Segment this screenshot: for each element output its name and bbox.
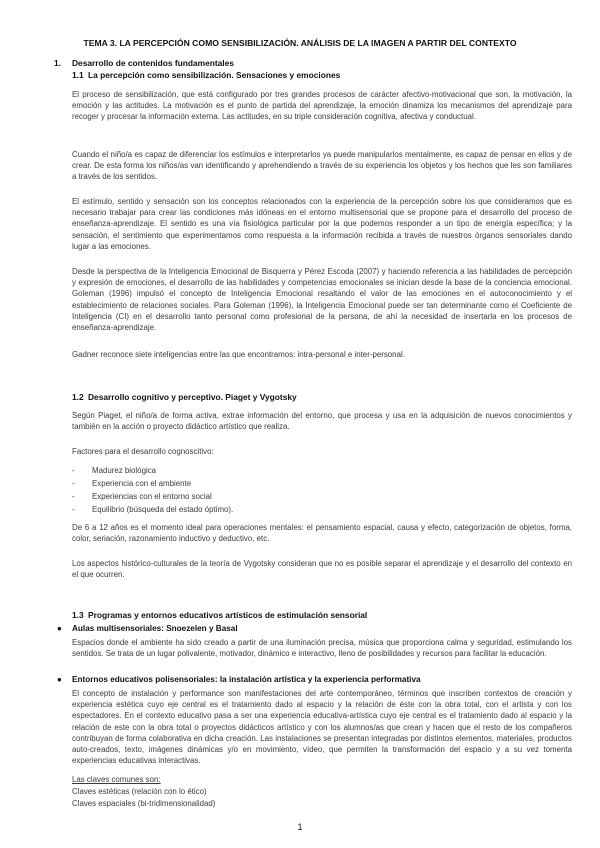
section-title: Desarrollo de contenidos fundamentales	[72, 58, 234, 68]
paragraph: El estímulo, sentido y sensación son los conceptos relacionados con la experiencia de la percepción sobre los que consideramos que es necesario trabajar para crear las condiciones más idóneas en el entorno multisensorial que se propone para el desarrollo del proceso de enseñanza-aprendizaje. El sentido es una vía fisiológica particular por la que podemos responder a un tipo de energía específica; y la sensación, el sentimiento que experimentamos como respuesta a la información recibida a través de nuestros órganos sensoriales dando lugar a las emociones.	[72, 197, 572, 251]
paragraph: Factores para el desarrollo cognoscitivo:	[72, 447, 214, 456]
paragraph: Cuando el niño/a es capaz de diferenciar los estímulos e interpretarlos ya puede manipularlos mentalmente, es capaz de pensar en ellos y de crear. De esta forma los niños/as van identificando y aprehendiendo a través de su experiencia los objetos y los hechos que les son familiares a través de los sentidos.	[72, 150, 572, 182]
paragraph: El concepto de instalación y performance son manifestaciones del arte contemporáneo, términos que inscriben contextos de creación y experiencia estética cuyo eje central es el tratamiento dado al espacio y la relación de éste con la obra total, con el artista y con los espectadores. En el contexto educativo pasa a ser una experiencia educativa-artística cuyo eje central es el tratamiento dado al espacio y la relación de este con la obra total o proyectos didácticos artístico y con los alumnos/as que crean y hacen que el resto de los compañeros contribuyan de forma colaborativa en dicha creación. Las instalaciones se presentan integradas por distintos elementos, materiales, productos auto-creados, texto, imágenes dinámicas y/o en movimiento, vídeo, que permiten la transformación del espacio y a su vez tomenta experiencias educativas interactivas.	[72, 689, 572, 766]
bullet-heading	[57, 624, 238, 633]
paragraph: Desde la perspectiva de la Inteligencia Emocional de Bisquerra y Pérez Escoda (2007) y haciendo referencia a las habilidades de percepción y expresión de emociones, el desarrollo de las habilidades y competencias emocionales se inician desde la base de la conciencia emocional. Goleman (1996) impulsó el concepto de Inteligencia Emocional resaltando el valor de las emociones en el autoconocimiento y el establecimiento de relaciones sociales. Para Goleman (1996), la Inteligencia Emocional puede ser tan determinante como el Coeficiente de Inteligencia (CI) en el desarrollo tanto personal como profesional de la persona, de ahí la necesidad de insertarla en los procesos de enseñanza-aprendizaje.	[72, 267, 572, 333]
bullet-title: Aulas multisensoriales: Snoezelen y Basal	[72, 624, 238, 633]
claves-label: Las claves comunes son:	[72, 775, 161, 784]
bullet-icon: ●	[57, 624, 62, 633]
list-item: - Experiencia con el ambiente	[72, 477, 552, 490]
paragraph: Espacios donde el ambiente ha sido creado a partir de una iluminación precisa, música que proporciona calma y seguridad, estimulando los sentidos. Se trata de un lugar polivalente, motivador, dinámico e interactivo, lleno de posibilidades y recursos para facilitar la educación.	[72, 638, 572, 659]
bullet-icon: ●	[57, 675, 62, 684]
subsection-number: 1.2	[72, 392, 84, 402]
subsection-heading-1-2	[72, 392, 297, 402]
page-number: 1	[297, 822, 303, 832]
paragraph: Según Piaget, el niño/a de forma activa, extrae información del entorno, que procesa y usa en la adquisición de nuevos conocimientos y también en la acción o proyecto didáctico artístico que realiza.	[72, 411, 572, 432]
paragraph: De 6 a 12 años es el momento ideal para operaciones mentales: el pensamiento espacial, causa y efecto, categorización de objetos, forma, color, seriación, razonamiento inductivo y deductivo, etc.	[72, 523, 572, 544]
subsection-title: Programas y entornos educativos artísticos de estimulación sensorial	[88, 610, 368, 620]
list-item: - Equilibrio (búsqueda del estado óptimo).	[72, 503, 552, 516]
subsection-heading-1-3	[72, 610, 367, 620]
paragraph: Los aspectos histórico-culturales de la teoría de Vygotsky consideran que no es posible separar el aprendizaje y el desarrollo del contexto en el que ocurren.	[72, 559, 572, 580]
subsection-number: 1.1	[72, 70, 84, 80]
list-item: - Experiencias con el entorno social	[72, 490, 552, 503]
section-number: 1.	[54, 58, 61, 68]
factors-list	[72, 464, 552, 516]
claves-item: Claves espaciales (bi-tridimensionalidad)	[72, 799, 216, 808]
subsection-title: Desarrollo cognitivo y perceptivo. Piaget y Vygotsky	[88, 392, 297, 402]
subsection-title: La percepción como sensibilización. Sensaciones y emociones	[88, 70, 341, 80]
list-item: - Madurez biológica	[72, 464, 552, 477]
document-title: TEMA 3. LA PERCEPCIÓN COMO SENSIBILIZACIÓN. ANÁLISIS DE LA IMAGEN A PARTIR DEL CONTEXTO	[83, 38, 517, 48]
bullet-heading	[57, 675, 421, 684]
claves-item: Claves estéticas (relación con lo ético)	[72, 787, 207, 796]
section-heading	[54, 58, 234, 68]
subsection-heading-1-1	[72, 70, 340, 80]
subsection-number: 1.3	[72, 610, 84, 620]
paragraph: El proceso de sensibilización, que está configurado por tres grandes procesos de carácter afectivo-motivacional que son, la motivación, la emoción y las actitudes. La motivación es el punto de partida del aprendizaje, la emoción dinamiza los mecanismos del aprendizaje para recoger y procesar la información externa. Las actitudes, en su triple consideración cognitiva, afectiva y conductual.	[72, 90, 572, 122]
paragraph: Gadner reconoce siete inteligencias entre las que encontramos: intra-personal e inter-personal.	[72, 350, 405, 359]
bullet-title: Entornos educativos polisensoriales: la instalación artística y la experiencia performativa	[72, 675, 421, 684]
